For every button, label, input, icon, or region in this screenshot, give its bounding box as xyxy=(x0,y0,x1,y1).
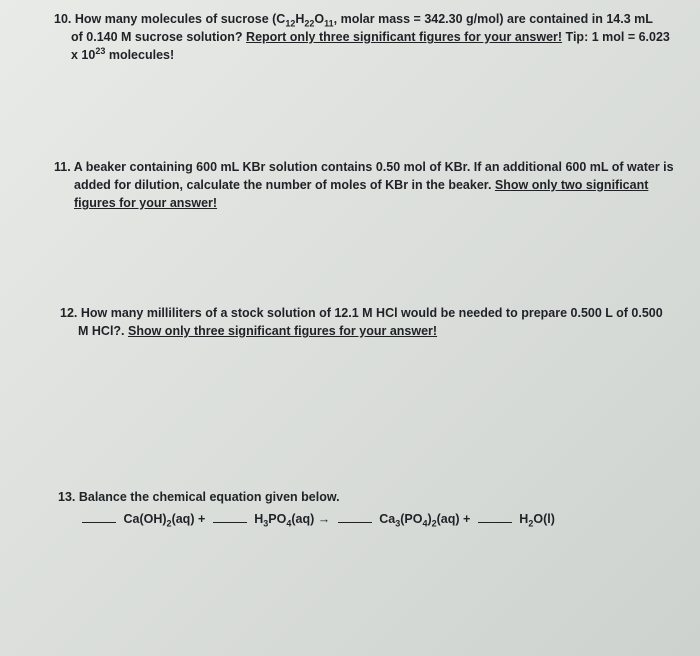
q10-line-3: x $10^{23}$ molecules! xyxy=(71,45,175,62)
coefficient-blank-2[interactable] xyxy=(213,522,247,523)
question-10 xyxy=(54,10,670,64)
reactant-calcium-hydroxide: $Ca(OH)_2(aq)$ + xyxy=(123,512,206,529)
q11-line-2: added for dilution, calculate the number of moles of KBr in the beaker. Show only two significant xyxy=(74,178,649,192)
question-12 xyxy=(60,304,663,340)
q12-line-2: M HCl?. Show only three significant figures for your answer! xyxy=(78,324,438,338)
q12-instruction: Show only three significant figures for your answer! xyxy=(128,324,438,338)
coefficient-blank-1[interactable] xyxy=(82,522,116,523)
reactant-phosphoric-acid: $H_3PO_4(aq)$ → xyxy=(254,512,331,529)
q10-line-1: 10. How many molecules of sucrose ($C_{12}H_{22}O_{11}$, molar mass = 342.30 g/mol) are contained in 14.3 mL xyxy=(54,12,653,29)
question-11 xyxy=(54,158,674,212)
question-13 xyxy=(58,488,340,506)
coefficient-blank-3[interactable] xyxy=(338,522,372,523)
q11-line-3 xyxy=(54,194,674,212)
product-water: $H_2O(l)$ xyxy=(519,512,555,529)
q11-instruction-a: Show only two significant xyxy=(494,178,649,192)
q13-prompt: 13. Balance the chemical equation given below. xyxy=(58,490,340,504)
q11-instruction-b: figures for your answer! xyxy=(74,196,218,210)
q11-line-1: 11. A beaker containing 600 mL KBr solution contains 0.50 mol of KBr. If an additional 600 mL of water is xyxy=(54,160,674,174)
q12-line-1: 12. How many milliliters of a stock solution of 12.1 M HCl would be needed to prepare 0.500 L of 0.500 xyxy=(60,306,663,320)
chemical-equation xyxy=(78,512,555,529)
q10-line-2: of 0.140 M sucrose solution? Report only three significant figures for your answer! Tip: 1 mol = 6.023 xyxy=(71,30,670,44)
q10-instruction: Report only three significant figures for your answer! xyxy=(246,30,563,44)
product-calcium-phosphate: $Ca_3(PO_4)_2(aq)$ + xyxy=(379,512,471,529)
coefficient-blank-4[interactable] xyxy=(478,522,512,523)
